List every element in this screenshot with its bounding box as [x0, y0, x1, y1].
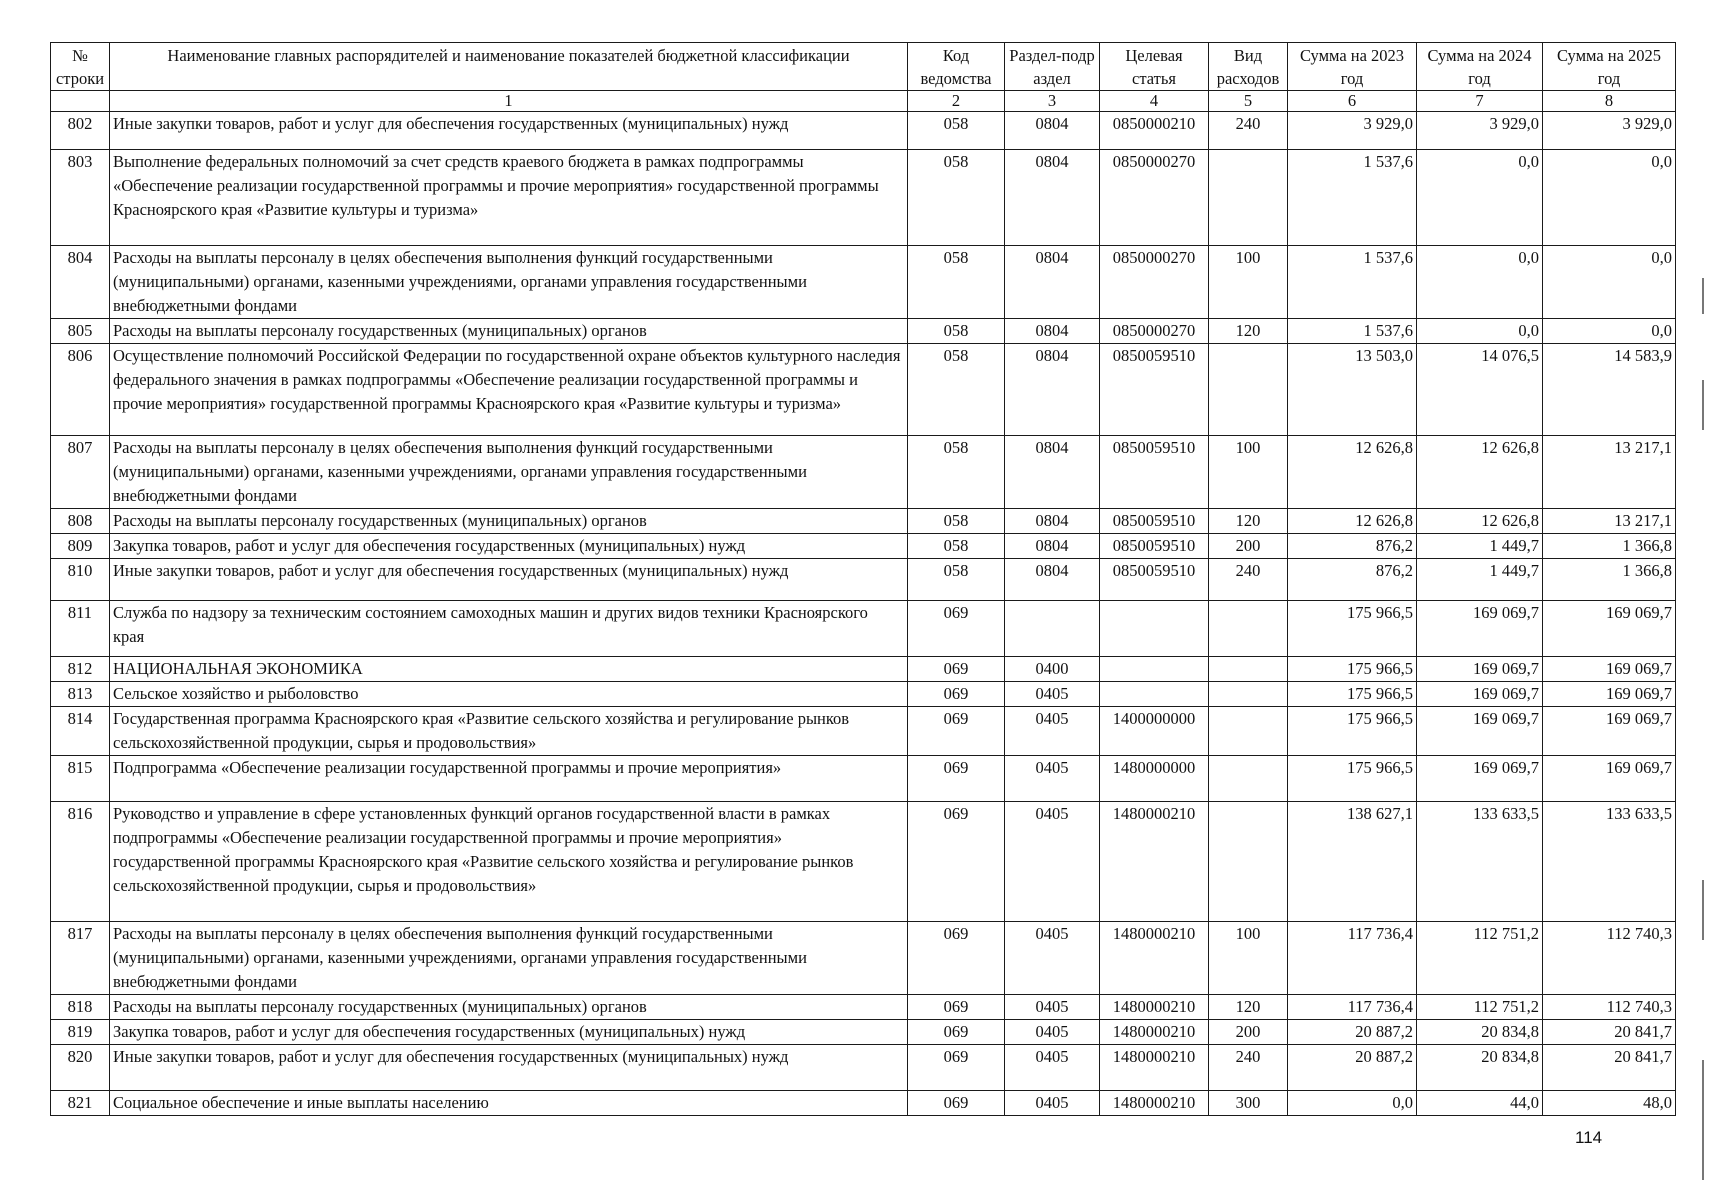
sum-2023: 0,0	[1288, 1091, 1417, 1116]
expense-type: 120	[1209, 509, 1288, 534]
row-number: 818	[51, 995, 110, 1020]
sum-2025: 3 929,0	[1543, 112, 1676, 150]
sum-2024: 44,0	[1417, 1091, 1543, 1116]
table-row	[51, 682, 1676, 707]
dept-code: 058	[908, 509, 1005, 534]
header-sum-2025: Сумма на 2025 год	[1543, 43, 1676, 91]
expense-type: 240	[1209, 112, 1288, 150]
target-item: 0850059510	[1100, 509, 1209, 534]
sum-2023: 1 537,6	[1288, 319, 1417, 344]
expense-type	[1209, 150, 1288, 246]
dept-code: 069	[908, 802, 1005, 922]
sum-2024: 14 076,5	[1417, 344, 1543, 436]
sum-2023: 20 887,2	[1288, 1045, 1417, 1091]
sum-2025: 169 069,7	[1543, 601, 1676, 657]
row-number: 802	[51, 112, 110, 150]
section-code: 0405	[1005, 995, 1100, 1020]
sum-2025: 169 069,7	[1543, 657, 1676, 682]
row-name: Расходы на выплаты персоналу в целях обеспечения выполнения функций государственными (муниципальными) органами, казенными учреждениями, органами управления государственными внебюджетными фондами	[110, 246, 908, 319]
row-name: Осуществление полномочий Российской Федерации по государственной охране объектов культурного наследия федерального значения в рамках подпрограммы «Обеспечение реализации государственной программы и прочие мероприятия» государственной программы Красноярского края «Развитие культуры и туризма»	[110, 344, 908, 436]
target-item	[1100, 601, 1209, 657]
column-number	[51, 91, 110, 112]
sum-2024: 20 834,8	[1417, 1020, 1543, 1045]
expense-type: 100	[1209, 436, 1288, 509]
section-code: 0405	[1005, 1045, 1100, 1091]
header-expense-type: Вид расходов	[1209, 43, 1288, 91]
sum-2025: 133 633,5	[1543, 802, 1676, 922]
section-code: 0405	[1005, 707, 1100, 756]
row-number: 820	[51, 1045, 110, 1091]
sum-2025: 169 069,7	[1543, 756, 1676, 802]
dept-code: 058	[908, 319, 1005, 344]
sum-2024: 0,0	[1417, 319, 1543, 344]
target-item: 0850000210	[1100, 112, 1209, 150]
expense-type: 300	[1209, 1091, 1288, 1116]
section-code: 0405	[1005, 1091, 1100, 1116]
row-name: Социальное обеспечение и иные выплаты населению	[110, 1091, 908, 1116]
scan-edge-mark	[1702, 278, 1704, 314]
header-sum-2024: Сумма на 2024 год	[1417, 43, 1543, 91]
header-sum-2023: Сумма на 2023 год	[1288, 43, 1417, 91]
sum-2024: 169 069,7	[1417, 682, 1543, 707]
row-number: 814	[51, 707, 110, 756]
section-code: 0405	[1005, 922, 1100, 995]
row-name: Закупка товаров, работ и услуг для обеспечения государственных (муниципальных) нужд	[110, 1020, 908, 1045]
dept-code: 058	[908, 112, 1005, 150]
sum-2023: 117 736,4	[1288, 995, 1417, 1020]
sum-2024: 20 834,8	[1417, 1045, 1543, 1091]
dept-code: 069	[908, 682, 1005, 707]
target-item: 0850059510	[1100, 344, 1209, 436]
sum-2024: 12 626,8	[1417, 509, 1543, 534]
table-row	[51, 534, 1676, 559]
target-item: 0850059510	[1100, 436, 1209, 509]
row-name: Иные закупки товаров, работ и услуг для обеспечения государственных (муниципальных) нужд	[110, 1045, 908, 1091]
target-item: 1480000210	[1100, 1045, 1209, 1091]
column-number: 8	[1543, 91, 1676, 112]
sum-2023: 12 626,8	[1288, 509, 1417, 534]
table-row	[51, 601, 1676, 657]
section-code: 0804	[1005, 112, 1100, 150]
row-number: 806	[51, 344, 110, 436]
table-row	[51, 1045, 1676, 1091]
expense-type: 240	[1209, 559, 1288, 601]
sum-2024: 1 449,7	[1417, 559, 1543, 601]
table-row	[51, 509, 1676, 534]
sum-2023: 117 736,4	[1288, 922, 1417, 995]
table-row	[51, 657, 1676, 682]
target-item: 1480000210	[1100, 1020, 1209, 1045]
scan-edge-mark	[1702, 380, 1704, 430]
table-row	[51, 802, 1676, 922]
sum-2023: 1 537,6	[1288, 150, 1417, 246]
row-number: 819	[51, 1020, 110, 1045]
row-number: 804	[51, 246, 110, 319]
section-code: 0804	[1005, 436, 1100, 509]
row-number: 805	[51, 319, 110, 344]
budget-table	[50, 42, 1676, 1116]
row-name: Расходы на выплаты персоналу государственных (муниципальных) органов	[110, 995, 908, 1020]
dept-code: 069	[908, 1091, 1005, 1116]
sum-2025: 169 069,7	[1543, 682, 1676, 707]
table-row	[51, 112, 1676, 150]
dept-code: 069	[908, 922, 1005, 995]
section-code: 0804	[1005, 150, 1100, 246]
table-header	[51, 43, 1676, 112]
expense-type	[1209, 682, 1288, 707]
sum-2025: 0,0	[1543, 150, 1676, 246]
row-name: Иные закупки товаров, работ и услуг для обеспечения государственных (муниципальных) нужд	[110, 112, 908, 150]
table-row	[51, 1091, 1676, 1116]
dept-code: 058	[908, 436, 1005, 509]
sum-2024: 133 633,5	[1417, 802, 1543, 922]
sum-2025: 20 841,7	[1543, 1020, 1676, 1045]
dept-code: 069	[908, 657, 1005, 682]
target-item	[1100, 657, 1209, 682]
sum-2025: 20 841,7	[1543, 1045, 1676, 1091]
sum-2023: 138 627,1	[1288, 802, 1417, 922]
table-row	[51, 995, 1676, 1020]
row-number: 808	[51, 509, 110, 534]
row-number: 809	[51, 534, 110, 559]
target-item: 0850059510	[1100, 559, 1209, 601]
section-code: 0804	[1005, 509, 1100, 534]
expense-type	[1209, 802, 1288, 922]
sum-2025: 13 217,1	[1543, 509, 1676, 534]
sum-2023: 1 537,6	[1288, 246, 1417, 319]
sum-2024: 12 626,8	[1417, 436, 1543, 509]
expense-type: 120	[1209, 319, 1288, 344]
section-code: 0405	[1005, 756, 1100, 802]
sum-2023: 12 626,8	[1288, 436, 1417, 509]
dept-code: 058	[908, 344, 1005, 436]
dept-code: 058	[908, 150, 1005, 246]
row-name: Расходы на выплаты персоналу в целях обеспечения выполнения функций государственными (муниципальными) органами, казенными учреждениями, органами управления государственными внебюджетными фондами	[110, 436, 908, 509]
section-code: 0405	[1005, 802, 1100, 922]
expense-type	[1209, 756, 1288, 802]
row-name: Выполнение федеральных полномочий за счет средств краевого бюджета в рамках подпрограммы «Обеспечение реализации государственной программы и прочие мероприятия» государственной программы Красноярского края «Развитие культуры и туризма»	[110, 150, 908, 246]
sum-2025: 0,0	[1543, 319, 1676, 344]
row-number: 803	[51, 150, 110, 246]
header-name: Наименование главных распорядителей и наименование показателей бюджетной классификации	[110, 43, 908, 91]
row-name: Закупка товаров, работ и услуг для обеспечения государственных (муниципальных) нужд	[110, 534, 908, 559]
section-code: 0405	[1005, 1020, 1100, 1045]
header-target-item: Целевая статья	[1100, 43, 1209, 91]
row-name: Расходы на выплаты персоналу государственных (муниципальных) органов	[110, 509, 908, 534]
sum-2023: 175 966,5	[1288, 707, 1417, 756]
expense-type	[1209, 344, 1288, 436]
sum-2023: 3 929,0	[1288, 112, 1417, 150]
expense-type: 100	[1209, 922, 1288, 995]
column-number: 1	[110, 91, 908, 112]
row-name: Расходы на выплаты персоналу в целях обеспечения выполнения функций государственными (муниципальными) органами, казенными учреждениями, органами управления государственными внебюджетными фондами	[110, 922, 908, 995]
sum-2025: 13 217,1	[1543, 436, 1676, 509]
sum-2025: 1 366,8	[1543, 559, 1676, 601]
sum-2024: 0,0	[1417, 150, 1543, 246]
row-name: Государственная программа Красноярского края «Развитие сельского хозяйства и регулирование рынков сельскохозяйственной продукции, сырья и продовольствия»	[110, 707, 908, 756]
column-number: 4	[1100, 91, 1209, 112]
sum-2025: 112 740,3	[1543, 995, 1676, 1020]
target-item: 0850059510	[1100, 534, 1209, 559]
expense-type	[1209, 601, 1288, 657]
row-number: 810	[51, 559, 110, 601]
target-item: 1400000000	[1100, 707, 1209, 756]
header-row-number: № строки	[51, 43, 110, 91]
section-code: 0804	[1005, 559, 1100, 601]
sum-2024: 169 069,7	[1417, 657, 1543, 682]
row-name: Подпрограмма «Обеспечение реализации государственной программы и прочие мероприятия»	[110, 756, 908, 802]
section-code: 0804	[1005, 246, 1100, 319]
target-item: 0850000270	[1100, 246, 1209, 319]
expense-type: 200	[1209, 534, 1288, 559]
column-number: 2	[908, 91, 1005, 112]
row-number: 812	[51, 657, 110, 682]
dept-code: 058	[908, 559, 1005, 601]
dept-code: 058	[908, 246, 1005, 319]
row-number: 816	[51, 802, 110, 922]
target-item: 1480000210	[1100, 995, 1209, 1020]
sum-2023: 876,2	[1288, 534, 1417, 559]
row-name: Иные закупки товаров, работ и услуг для обеспечения государственных (муниципальных) нужд	[110, 559, 908, 601]
dept-code: 069	[908, 601, 1005, 657]
table-row	[51, 344, 1676, 436]
table-row	[51, 707, 1676, 756]
budget-table-sheet	[50, 42, 1676, 1116]
sum-2025: 0,0	[1543, 246, 1676, 319]
sum-2024: 0,0	[1417, 246, 1543, 319]
sum-2024: 112 751,2	[1417, 922, 1543, 995]
table-row	[51, 436, 1676, 509]
expense-type	[1209, 657, 1288, 682]
target-item: 1480000210	[1100, 802, 1209, 922]
sum-2025: 169 069,7	[1543, 707, 1676, 756]
sum-2023: 20 887,2	[1288, 1020, 1417, 1045]
column-number-row	[51, 91, 1676, 112]
dept-code: 069	[908, 756, 1005, 802]
sum-2024: 169 069,7	[1417, 756, 1543, 802]
dept-code: 058	[908, 534, 1005, 559]
table-body	[51, 112, 1676, 1116]
target-item: 0850000270	[1100, 319, 1209, 344]
table-row	[51, 559, 1676, 601]
target-item: 1480000210	[1100, 922, 1209, 995]
row-number: 817	[51, 922, 110, 995]
dept-code: 069	[908, 995, 1005, 1020]
sum-2023: 13 503,0	[1288, 344, 1417, 436]
scan-edge-mark	[1702, 1060, 1704, 1180]
target-item: 0850000270	[1100, 150, 1209, 246]
table-row	[51, 756, 1676, 802]
row-number: 815	[51, 756, 110, 802]
sum-2024: 169 069,7	[1417, 707, 1543, 756]
target-item	[1100, 682, 1209, 707]
header-section: Раздел-подраздел	[1005, 43, 1100, 91]
section-code	[1005, 601, 1100, 657]
row-name: Сельское хозяйство и рыболовство	[110, 682, 908, 707]
section-code: 0400	[1005, 657, 1100, 682]
sum-2025: 14 583,9	[1543, 344, 1676, 436]
section-code: 0804	[1005, 534, 1100, 559]
table-row	[51, 1020, 1676, 1045]
expense-type: 120	[1209, 995, 1288, 1020]
table-row	[51, 246, 1676, 319]
sum-2023: 175 966,5	[1288, 756, 1417, 802]
target-item: 1480000210	[1100, 1091, 1209, 1116]
row-number: 811	[51, 601, 110, 657]
sum-2023: 175 966,5	[1288, 601, 1417, 657]
table-row	[51, 922, 1676, 995]
section-code: 0405	[1005, 682, 1100, 707]
sum-2024: 3 929,0	[1417, 112, 1543, 150]
row-name: Служба по надзору за техническим состоянием самоходных машин и других видов техники Красноярского края	[110, 601, 908, 657]
sum-2025: 112 740,3	[1543, 922, 1676, 995]
sum-2024: 169 069,7	[1417, 601, 1543, 657]
header-dept-code: Код ведомства	[908, 43, 1005, 91]
sum-2023: 175 966,5	[1288, 682, 1417, 707]
page-number: 114	[1575, 1128, 1603, 1147]
sum-2025: 1 366,8	[1543, 534, 1676, 559]
row-number: 813	[51, 682, 110, 707]
expense-type: 200	[1209, 1020, 1288, 1045]
expense-type: 240	[1209, 1045, 1288, 1091]
sum-2024: 1 449,7	[1417, 534, 1543, 559]
column-number: 7	[1417, 91, 1543, 112]
table-row	[51, 319, 1676, 344]
column-number: 6	[1288, 91, 1417, 112]
sum-2023: 175 966,5	[1288, 657, 1417, 682]
column-number: 5	[1209, 91, 1288, 112]
section-code: 0804	[1005, 344, 1100, 436]
dept-code: 069	[908, 707, 1005, 756]
row-number: 821	[51, 1091, 110, 1116]
column-number: 3	[1005, 91, 1100, 112]
row-name: Руководство и управление в сфере установленных функций органов государственной власти в рамках подпрограммы «Обеспечение реализации государственной программы и прочие мероприятия» государственной программы Красноярского края «Развитие сельского хозяйства и регулирование рынков сельскохозяйственной продукции, сырья и продовольствия»	[110, 802, 908, 922]
row-name: Расходы на выплаты персоналу государственных (муниципальных) органов	[110, 319, 908, 344]
table-row	[51, 150, 1676, 246]
dept-code: 069	[908, 1045, 1005, 1091]
sum-2025: 48,0	[1543, 1091, 1676, 1116]
section-code: 0804	[1005, 319, 1100, 344]
scan-edge-mark	[1702, 880, 1704, 940]
row-number: 807	[51, 436, 110, 509]
row-name: НАЦИОНАЛЬНАЯ ЭКОНОМИКА	[110, 657, 908, 682]
sum-2024: 112 751,2	[1417, 995, 1543, 1020]
target-item: 1480000000	[1100, 756, 1209, 802]
dept-code: 069	[908, 1020, 1005, 1045]
sum-2023: 876,2	[1288, 559, 1417, 601]
expense-type: 100	[1209, 246, 1288, 319]
expense-type	[1209, 707, 1288, 756]
